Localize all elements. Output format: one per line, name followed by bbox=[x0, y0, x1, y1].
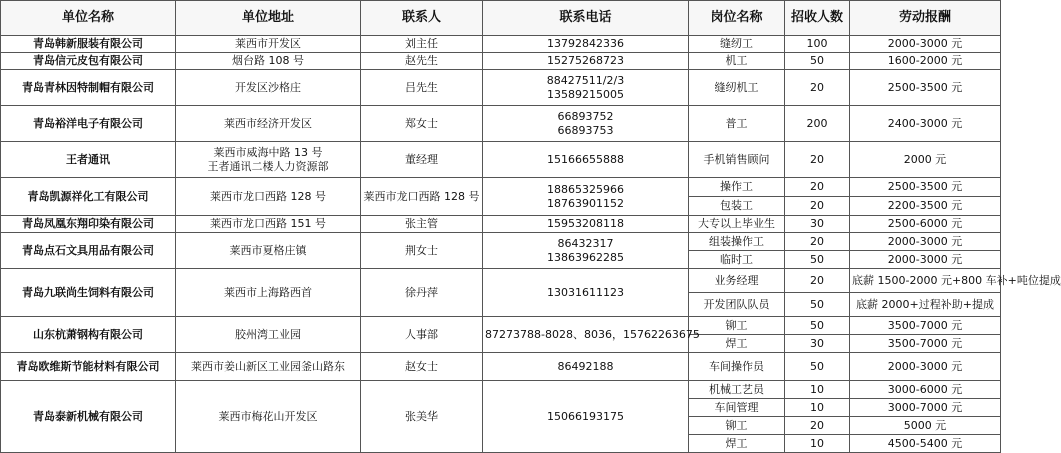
job-count: 50 bbox=[810, 252, 824, 266]
job-pay-cell bbox=[850, 293, 1001, 317]
job-pay: 2500-3500 元 bbox=[887, 80, 963, 94]
job-title-cell bbox=[689, 251, 785, 269]
job-count: 100 bbox=[806, 37, 828, 50]
job-pay-cell bbox=[850, 216, 1001, 233]
address-cell bbox=[176, 142, 361, 178]
table-row bbox=[1, 233, 1001, 251]
phone-number: 15166655888 bbox=[547, 152, 624, 166]
address-cell bbox=[176, 233, 361, 269]
contact-cell bbox=[361, 269, 483, 317]
phone-cell bbox=[483, 381, 689, 453]
contact-name: 董经理 bbox=[405, 152, 438, 166]
phone-cell bbox=[483, 216, 689, 233]
job-pay: 2500-6000 元 bbox=[887, 217, 963, 230]
phone-cell bbox=[483, 317, 700, 353]
job-title-cell bbox=[689, 36, 785, 53]
header-job-title: 岗位名称 bbox=[689, 1, 785, 36]
job-count-cell bbox=[785, 53, 850, 70]
header-pay: 劳动报酬 bbox=[850, 1, 1001, 36]
job-title-cell bbox=[689, 293, 785, 317]
job-title: 车间操作员 bbox=[709, 359, 764, 373]
job-title: 车间管理 bbox=[714, 400, 759, 414]
contact-name: 莱西市龙口西路 128 号 bbox=[363, 189, 480, 203]
phone-number: 18865325966 bbox=[547, 182, 624, 196]
job-pay: 1600-2000 元 bbox=[887, 54, 963, 67]
job-pay: 底薪 2000+过程补助+提成 bbox=[856, 297, 994, 311]
job-count: 10 bbox=[810, 436, 824, 450]
contact-cell bbox=[361, 353, 483, 381]
job-pay: 2200-3500 元 bbox=[887, 199, 963, 212]
table-row bbox=[1, 70, 1001, 106]
phone-number: 88427511/2/3 bbox=[546, 73, 625, 87]
address-line: 莱西市龙口西路 128 号 bbox=[210, 189, 326, 203]
header-phone: 联系电话 bbox=[483, 1, 689, 36]
address-line: 莱西市开发区 bbox=[235, 37, 301, 50]
company-name: 青岛信元皮包有限公司 bbox=[33, 54, 143, 67]
job-pay-cell bbox=[850, 178, 1001, 197]
job-count-cell bbox=[785, 353, 850, 381]
job-pay-cell bbox=[850, 233, 1001, 251]
job-pay: 2000 元 bbox=[903, 152, 947, 166]
contact-name: 张美华 bbox=[405, 409, 438, 423]
address-line: 莱西市夏格庄镇 bbox=[229, 243, 307, 257]
phone-number: 86432317 bbox=[557, 236, 614, 250]
job-pay-cell bbox=[850, 435, 1001, 453]
phone-number: 86492188 bbox=[557, 359, 614, 373]
contact-name: 赵先生 bbox=[405, 54, 438, 67]
phone-cell bbox=[483, 53, 689, 70]
table-row bbox=[1, 269, 1001, 293]
address-cell bbox=[176, 106, 361, 142]
address-cell bbox=[176, 178, 361, 216]
job-pay: 2000-3000 元 bbox=[887, 37, 963, 50]
phone-cell bbox=[483, 233, 689, 269]
job-pay: 3000-6000 元 bbox=[887, 382, 963, 396]
contact-cell bbox=[361, 106, 483, 142]
job-count-cell bbox=[785, 197, 850, 216]
phone-number: 13589215005 bbox=[547, 87, 624, 101]
job-count-cell bbox=[785, 435, 850, 453]
job-count: 50 bbox=[810, 54, 824, 67]
phone-cell bbox=[483, 36, 689, 53]
job-title: 焊工 bbox=[725, 436, 748, 450]
phone-number: 66893753 bbox=[557, 123, 614, 137]
job-title-cell bbox=[689, 435, 785, 453]
contact-cell bbox=[361, 142, 483, 178]
header-contact: 联系人 bbox=[361, 1, 483, 36]
phone-cell bbox=[483, 142, 689, 178]
table-row bbox=[1, 381, 1001, 399]
job-pay: 2400-3000 元 bbox=[887, 116, 963, 130]
job-title-cell bbox=[689, 335, 785, 353]
job-title: 普工 bbox=[725, 116, 748, 130]
company-cell bbox=[1, 269, 176, 317]
company-name: 王者通讯 bbox=[66, 152, 110, 166]
job-count-cell bbox=[785, 269, 850, 293]
job-pay-cell bbox=[850, 335, 1001, 353]
job-pay: 底薪 1500-2000 元+800 车补+吨位提成 bbox=[852, 273, 1061, 287]
table-row bbox=[1, 106, 1001, 142]
table-row bbox=[1, 142, 1001, 178]
company-name: 青岛点石文具用品有限公司 bbox=[22, 243, 154, 257]
address-cell bbox=[176, 53, 361, 70]
job-title-cell bbox=[689, 381, 785, 399]
address-line: 莱西市威海中路 13 号 bbox=[213, 145, 323, 159]
company-name: 青岛泰新机械有限公司 bbox=[33, 409, 143, 423]
job-pay: 2000-3000 元 bbox=[887, 234, 963, 248]
job-title-cell bbox=[689, 399, 785, 417]
job-title-cell bbox=[689, 197, 785, 216]
job-pay-cell bbox=[850, 197, 1001, 216]
job-count: 20 bbox=[810, 80, 824, 94]
job-title-cell bbox=[689, 106, 785, 142]
job-count-cell bbox=[785, 178, 850, 197]
header-company: 单位名称 bbox=[1, 1, 176, 36]
address-cell bbox=[176, 381, 361, 453]
phone-cell bbox=[483, 269, 689, 317]
address-line: 莱西市姜山新区工业园釜山路东 bbox=[191, 359, 345, 373]
table-row bbox=[1, 53, 1001, 70]
job-title: 机工 bbox=[725, 54, 748, 67]
job-count: 20 bbox=[810, 234, 824, 248]
contact-name: 荆女士 bbox=[405, 243, 438, 257]
contact-cell bbox=[361, 317, 483, 353]
job-pay-cell bbox=[850, 381, 1001, 399]
table-row bbox=[1, 317, 1001, 335]
company-name: 山东杭萧钢构有限公司 bbox=[33, 327, 143, 341]
job-title-cell bbox=[689, 269, 785, 293]
job-title: 手机销售顾问 bbox=[703, 152, 770, 166]
company-name: 青岛青林因特制帽有限公司 bbox=[22, 80, 154, 94]
job-count: 20 bbox=[810, 273, 824, 287]
job-title: 操作工 bbox=[720, 180, 753, 193]
company-cell bbox=[1, 178, 176, 216]
job-title-cell bbox=[689, 317, 785, 335]
company-cell bbox=[1, 216, 176, 233]
job-pay: 2000-3000 元 bbox=[887, 359, 963, 373]
job-pay-cell bbox=[850, 70, 1001, 106]
job-count-cell bbox=[785, 36, 850, 53]
job-title: 临时工 bbox=[720, 252, 753, 266]
job-count: 200 bbox=[806, 116, 828, 130]
job-pay: 3500-7000 元 bbox=[887, 318, 963, 332]
job-count-cell bbox=[785, 142, 850, 178]
phone-number: 18763901152 bbox=[547, 196, 624, 210]
address-cell bbox=[176, 216, 361, 233]
job-pay-cell bbox=[850, 353, 1001, 381]
contact-cell bbox=[361, 70, 483, 106]
phone-number: 15066193175 bbox=[547, 409, 624, 423]
company-name: 青岛韩新服装有限公司 bbox=[33, 37, 143, 50]
job-title: 机械工艺员 bbox=[709, 382, 764, 396]
job-count-cell bbox=[785, 70, 850, 106]
company-cell bbox=[1, 142, 176, 178]
phone-number: 13792842336 bbox=[547, 37, 624, 50]
job-title-cell bbox=[689, 142, 785, 178]
job-pay-cell bbox=[850, 36, 1001, 53]
job-count-cell bbox=[785, 317, 850, 335]
job-pay-cell bbox=[850, 399, 1001, 417]
table-body bbox=[1, 36, 1061, 453]
job-count: 30 bbox=[810, 217, 824, 230]
company-cell bbox=[1, 106, 176, 142]
address-line: 莱西市梅花山开发区 bbox=[218, 409, 318, 423]
contact-cell bbox=[361, 36, 483, 53]
phone-number: 13031611123 bbox=[547, 285, 624, 299]
job-pay-cell bbox=[850, 142, 1001, 178]
job-count: 20 bbox=[810, 152, 824, 166]
job-count: 30 bbox=[810, 336, 824, 350]
job-count: 50 bbox=[810, 359, 824, 373]
contact-name: 刘主任 bbox=[405, 37, 438, 50]
contact-cell bbox=[361, 53, 483, 70]
job-pay-cell bbox=[850, 53, 1001, 70]
job-title: 焊工 bbox=[725, 336, 748, 350]
job-count-cell bbox=[785, 381, 850, 399]
job-title: 包装工 bbox=[720, 199, 753, 212]
job-title-cell bbox=[689, 53, 785, 70]
address-cell bbox=[176, 36, 361, 53]
contact-name: 郑女士 bbox=[405, 116, 438, 130]
job-title-cell bbox=[689, 70, 785, 106]
table-row bbox=[1, 178, 1001, 197]
job-pay-cell bbox=[850, 106, 1001, 142]
address-line: 莱西市上海路西首 bbox=[224, 285, 312, 299]
phone-cell bbox=[483, 353, 689, 381]
job-count: 10 bbox=[810, 400, 824, 414]
job-count: 50 bbox=[810, 297, 824, 311]
job-title: 组装操作工 bbox=[709, 234, 764, 248]
phone-number: 66893752 bbox=[557, 109, 614, 123]
contact-cell bbox=[361, 178, 483, 216]
address-cell bbox=[176, 317, 361, 353]
job-count: 50 bbox=[810, 318, 824, 332]
job-count-cell bbox=[785, 335, 850, 353]
job-pay-cell bbox=[850, 269, 1061, 293]
phone-number: 87273788-8028、8036，15762263675 bbox=[485, 327, 700, 341]
company-cell bbox=[1, 353, 176, 381]
job-pay: 5000 元 bbox=[903, 418, 947, 432]
address-line: 胶州湾工业园 bbox=[235, 327, 301, 341]
contact-cell bbox=[361, 233, 483, 269]
address-cell bbox=[176, 353, 361, 381]
job-title: 铆工 bbox=[725, 318, 748, 332]
phone-number: 13863962285 bbox=[547, 250, 624, 264]
company-cell bbox=[1, 36, 176, 53]
company-cell bbox=[1, 53, 176, 70]
job-pay-cell bbox=[850, 417, 1001, 435]
contact-name: 人事部 bbox=[405, 327, 438, 341]
job-pay-cell bbox=[850, 317, 1001, 335]
contact-name: 赵女士 bbox=[405, 359, 438, 373]
company-name: 青岛欧维斯节能材料有限公司 bbox=[16, 359, 160, 373]
company-name: 青岛九联尚生饲料有限公司 bbox=[22, 285, 154, 299]
job-pay: 2500-3500 元 bbox=[887, 180, 963, 193]
address-cell bbox=[176, 269, 361, 317]
job-count-cell bbox=[785, 399, 850, 417]
job-pay: 4500-5400 元 bbox=[887, 436, 963, 450]
company-cell bbox=[1, 233, 176, 269]
header-count: 招收人数 bbox=[785, 1, 850, 36]
contact-cell bbox=[361, 381, 483, 453]
job-count: 20 bbox=[810, 199, 824, 212]
company-cell bbox=[1, 317, 176, 353]
job-title: 缝纫工 bbox=[720, 37, 753, 50]
phone-cell bbox=[483, 106, 689, 142]
table-row bbox=[1, 353, 1001, 381]
job-title: 缝纫机工 bbox=[714, 80, 759, 94]
job-title: 开发团队队员 bbox=[703, 297, 770, 311]
header-address: 单位地址 bbox=[176, 1, 361, 36]
job-count: 10 bbox=[810, 382, 824, 396]
contact-name: 徐丹萍 bbox=[405, 285, 438, 299]
job-title-cell bbox=[689, 216, 785, 233]
job-pay: 2000-3000 元 bbox=[887, 252, 963, 266]
job-count-cell bbox=[785, 106, 850, 142]
company-cell bbox=[1, 381, 176, 453]
table-row bbox=[1, 36, 1001, 53]
phone-cell bbox=[483, 70, 689, 106]
job-count-cell bbox=[785, 216, 850, 233]
phone-number: 15275268723 bbox=[547, 54, 624, 67]
address-cell bbox=[176, 70, 361, 106]
company-cell bbox=[1, 70, 176, 106]
job-title-cell bbox=[689, 353, 785, 381]
job-count-cell bbox=[785, 233, 850, 251]
company-name: 青岛凤凰东翔印染有限公司 bbox=[22, 217, 154, 230]
address-line: 开发区沙格庄 bbox=[235, 80, 301, 94]
job-title: 业务经理 bbox=[714, 273, 759, 287]
job-count: 20 bbox=[810, 180, 824, 193]
contact-name: 吕先生 bbox=[405, 80, 438, 94]
job-title-cell bbox=[689, 178, 785, 197]
phone-number: 15953208118 bbox=[547, 217, 624, 230]
phone-cell bbox=[483, 178, 689, 216]
address-line: 莱西市龙口西路 151 号 bbox=[210, 217, 326, 230]
job-count-cell bbox=[785, 251, 850, 269]
address-line: 烟台路 108 号 bbox=[232, 54, 304, 67]
job-title-cell bbox=[689, 417, 785, 435]
job-pay-cell bbox=[850, 251, 1001, 269]
company-name: 青岛凯源祥化工有限公司 bbox=[27, 189, 149, 203]
job-pay: 3000-7000 元 bbox=[887, 400, 963, 414]
header-row bbox=[1, 1, 1001, 36]
job-title: 大专以上毕业生 bbox=[698, 217, 775, 230]
job-count-cell bbox=[785, 417, 850, 435]
job-pay: 3500-7000 元 bbox=[887, 336, 963, 350]
address-line: 莱西市经济开发区 bbox=[224, 116, 312, 130]
contact-name: 张主管 bbox=[405, 217, 438, 230]
job-title: 铆工 bbox=[725, 418, 748, 432]
table-row bbox=[1, 216, 1001, 233]
contact-cell bbox=[361, 216, 483, 233]
job-count: 20 bbox=[810, 418, 824, 432]
address-line: 王者通讯二楼人力资源部 bbox=[207, 159, 329, 173]
job-count-cell bbox=[785, 293, 850, 317]
company-name: 青岛裕洋电子有限公司 bbox=[33, 116, 143, 130]
job-title-cell bbox=[689, 233, 785, 251]
